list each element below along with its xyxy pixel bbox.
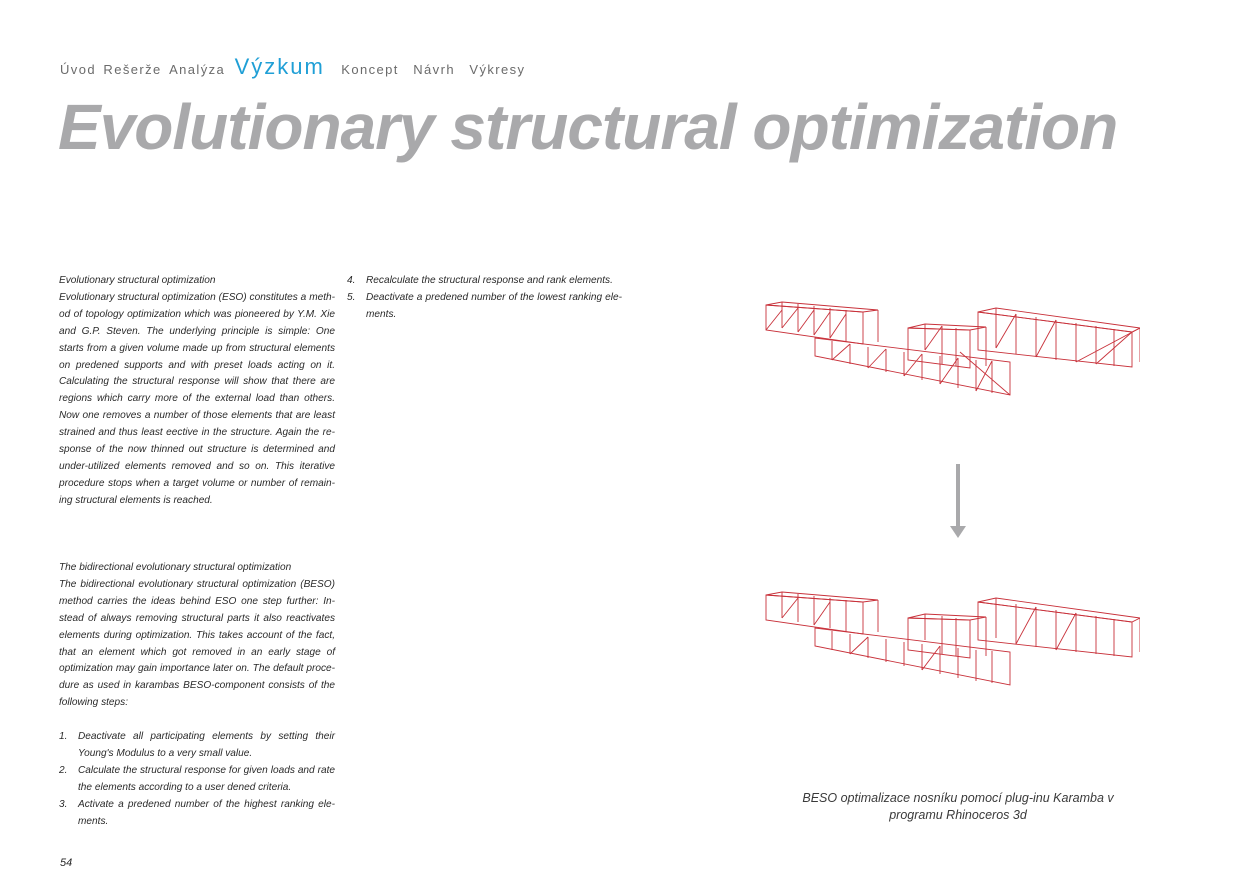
beso-steps-list-continued [347, 273, 622, 324]
list-item [59, 729, 335, 763]
nav-item-uvod[interactable]: Úvod [60, 62, 96, 77]
step-number: 1. [59, 731, 68, 743]
step-text: Deactivate a predened number of the lowest ranking ele-ments. [366, 291, 622, 320]
list-item [59, 763, 335, 797]
step-text: Deactivate all participating elements by setting their Young's Modulus to a very small value. [78, 731, 335, 760]
nav-item-koncept[interactable]: Koncept [341, 62, 399, 77]
figure-caption: BESO optimalizace nosníku pomocí plug-inu Karamba v programu Rhinoceros 3d [802, 791, 1114, 822]
beso-steps-continued [347, 273, 622, 324]
step-number: 4. [347, 275, 356, 286]
nav-item-navrh[interactable]: Návrh [413, 62, 455, 77]
step-text: Recalculate the structural response and rank elements. [366, 275, 613, 286]
eso-section [59, 273, 335, 510]
arrow-down-icon [948, 464, 968, 540]
beso-wireframe-after [760, 590, 1140, 690]
beso-section [59, 560, 335, 831]
nav-item-reserze[interactable]: Rešerže [103, 62, 162, 77]
step-number: 2. [59, 764, 68, 776]
page-title: Evolutionary structural optimization [58, 91, 1118, 163]
section-nav [60, 54, 531, 80]
list-item [347, 273, 622, 290]
nav-item-analyza[interactable]: Analýza [169, 62, 226, 77]
list-item [347, 290, 622, 324]
eso-heading: Evolutionary structural optimization [59, 275, 216, 286]
step-number: 5. [347, 291, 356, 303]
page-number: 54 [60, 857, 73, 869]
wireframe-after-lines [766, 592, 1140, 685]
step-text: Calculate the structural response for given loads and rate the elements according to a user dened criteria. [78, 764, 335, 793]
nav-item-vykresy[interactable]: Výkresy [469, 62, 526, 77]
beso-heading: The bidirectional evolutionary structural optimization [59, 562, 292, 573]
step-number: 3. [59, 798, 68, 810]
list-item [59, 797, 335, 831]
beso-wireframe-before [760, 300, 1140, 400]
eso-body: Evolutionary structural optimization (ESO) constitutes a meth-od of topology optimization which was pioneered by Y.M. Xie and G.P. Steven. The underlying principle is simple: One starts from a given volume made up from structural elements on predened supports and with preset loads acting on it. Calculating the structural response will show that there are regions which carry more of the external load than others. Now one removes a number of those elements that are least strained and thus least eective in the structure. Again the re-sponse of the now thinned out structure is determined and under-utilized elements removed and so on. This iterative procedure stops when a target volume or number of remain-ing structural elements is reached. [59, 291, 335, 506]
wireframe-before-lines [766, 302, 1140, 395]
nav-item-vyzkum-active[interactable]: Výzkum [234, 54, 325, 79]
beso-steps-list [59, 729, 335, 830]
beso-body: The bidirectional evolutionary structural optimization (BESO) method carries the ideas behind ESO one step further: In-stead of always removing structural parts it also reactivates elements during optimization. This takes account of the fact, that an element which got removed in an early stage of optimization may gain importance later on. The default proce-dure as used in karambas BESO-component consists of the following steps: [59, 578, 335, 709]
step-text: Activate a predened number of the highest ranking ele-ments. [78, 798, 335, 827]
